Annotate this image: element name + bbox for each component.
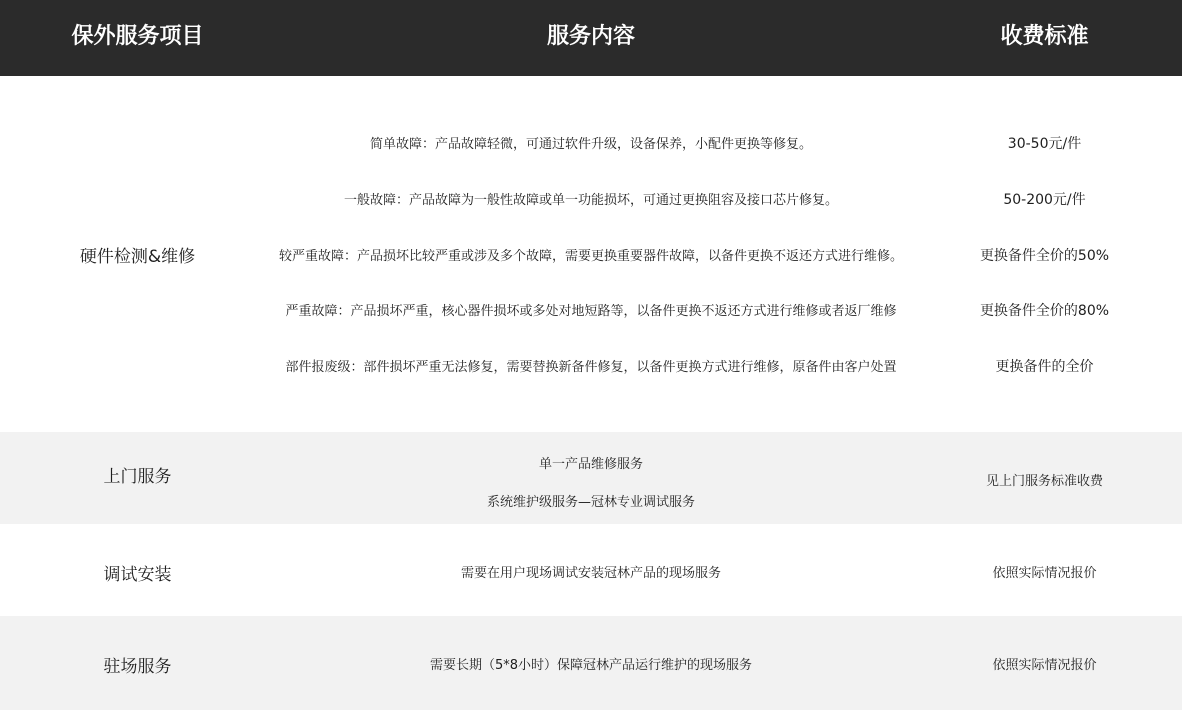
header-fee-standard: 收费标准 <box>1000 24 1089 49</box>
section-title: 驻场服务 <box>103 657 172 677</box>
resident-desc: 需要长期（5*8小时）保障冠林产品运行维护的现场服务 <box>429 658 753 673</box>
fault-scrap-price: 更换备件的全价 <box>995 359 1094 375</box>
install-desc: 需要在用户现场调试安装冠林产品的现场服务 <box>460 566 721 581</box>
fault-simple-desc: 简单故障：产品故障轻微，可通过软件升级，设备保养，小配件更换等修复。 <box>369 137 812 152</box>
fault-general-price: 50-200元/件 <box>1003 192 1086 208</box>
section-hardware-repair <box>0 76 1182 432</box>
onsite-price: 见上门服务标准收费 <box>985 474 1103 489</box>
table-header <box>0 0 1182 76</box>
section-title: 上门服务 <box>103 467 172 487</box>
fault-severe-desc: 严重故障：产品损坏严重，核心器件损坏或多处对地短路等，以备件更换不返还方式进行维修或者返厂维修 <box>285 304 897 319</box>
section-title: 调试安装 <box>103 565 172 585</box>
fault-serious-desc: 较严重故障：产品损坏比较严重或涉及多个故障，需要更换重要器件故障，以备件更换不返还方式进行维修。 <box>278 249 903 264</box>
onsite-desc-line-1: 单一产品维修服务 <box>538 457 643 472</box>
onsite-desc-line-2: 系统维护级服务—冠林专业调试服务 <box>486 495 695 510</box>
fault-scrap-desc: 部件报废级：部件损坏严重无法修复，需要替换新备件修复，以备件更换方式进行维修，原备件由客户处置 <box>285 360 897 375</box>
section-installation <box>0 524 1182 616</box>
fault-severe-price: 更换备件全价的80% <box>979 303 1110 319</box>
section-onsite-service <box>0 432 1182 524</box>
header-service-item: 保外服务项目 <box>71 24 204 49</box>
section-title: 硬件检测&维修 <box>79 247 196 267</box>
fault-general-desc: 一般故障：产品故障为一般性故障或单一功能损坏，可通过更换阻容及接口芯片修复。 <box>343 193 838 208</box>
install-price: 依照实际情况报价 <box>992 566 1097 581</box>
resident-price: 依照实际情况报价 <box>992 658 1097 673</box>
fault-serious-price: 更换备件全价的50% <box>979 248 1110 264</box>
section-resident-service <box>0 616 1182 710</box>
header-service-content: 服务内容 <box>546 24 635 49</box>
fault-simple-price: 30-50元/件 <box>1007 136 1082 152</box>
